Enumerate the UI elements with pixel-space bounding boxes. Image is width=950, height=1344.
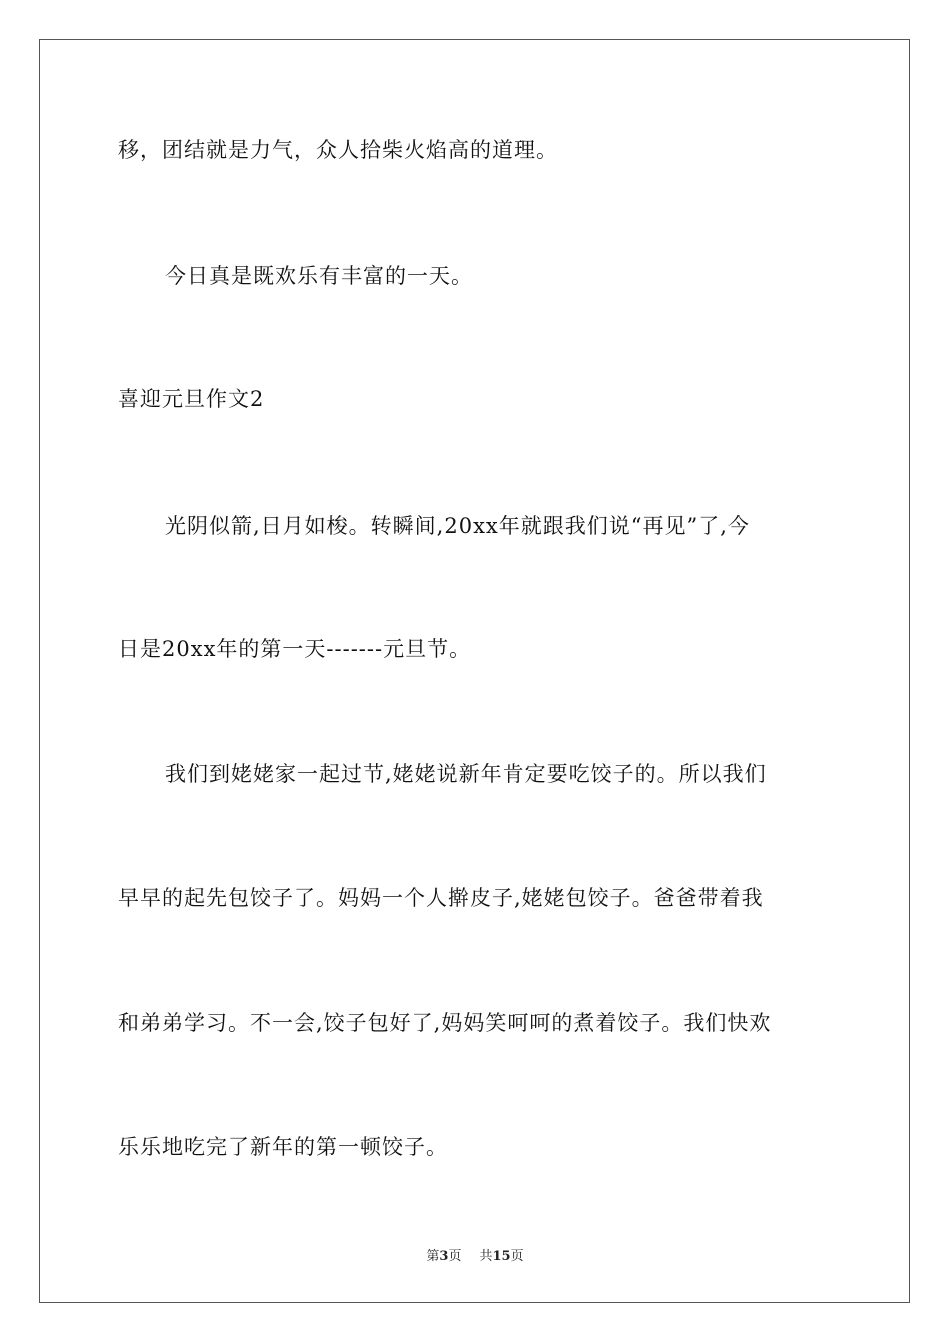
paragraph-line-4: 日是20xx年的第一天-------元旦节。 [118, 637, 472, 661]
paragraph-line-6: 早早的起先包饺子了。妈妈一个人擀皮子,姥姥包饺子。爸爸带着我 [118, 886, 764, 910]
page-label-prefix: 第 [426, 1249, 440, 1264]
paragraph-line-1: 移，团结就是力气，众人拾柴火焰高的道理。 [118, 138, 558, 162]
paragraph-line-3: 光阴似箭,日月如梭。转瞬间,20xx年就跟我们说“再见”了,今 [165, 514, 750, 538]
paragraph-line-8: 乐乐地吃完了新年的第一顿饺子。 [118, 1135, 448, 1159]
section-heading: 喜迎元旦作文2 [118, 387, 265, 411]
paragraph-line-5: 我们到姥姥家一起过节,姥姥说新年肯定要吃饺子的。所以我们 [165, 762, 767, 786]
page-number-total: 15 [492, 1249, 511, 1264]
page-frame [39, 39, 910, 1303]
page-number-current: 3 [439, 1249, 449, 1264]
page-footer [0, 1248, 950, 1266]
total-label-prefix: 共 [479, 1249, 493, 1264]
total-label-suffix: 页 [510, 1249, 524, 1264]
paragraph-line-2: 今日真是既欢乐有丰富的一天。 [165, 264, 473, 288]
page-label-suffix: 页 [448, 1249, 462, 1264]
paragraph-line-7: 和弟弟学习。不一会,饺子包好了,妈妈笑呵呵的煮着饺子。我们快欢 [118, 1011, 772, 1035]
